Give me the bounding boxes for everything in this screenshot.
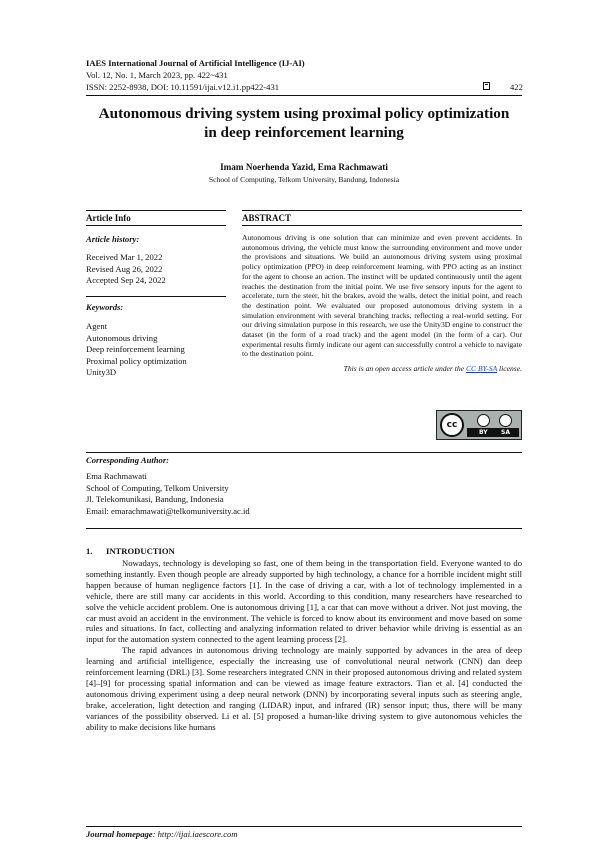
affiliation: School of Computing, Telkom University, Bandung, Indonesia: [208, 175, 400, 184]
homepage-url[interactable]: : http://ijai.iaescore.com: [152, 829, 238, 839]
open-access-suffix: license.: [497, 364, 522, 374]
journal-homepage: [86, 829, 238, 839]
corresponding-email: Email: emarachmawati@telkomuniversity.ac.id: [86, 505, 250, 516]
footer-rule: [86, 826, 522, 827]
open-access-prefix: This is an open access article under the: [343, 364, 466, 374]
article-info: [86, 210, 226, 287]
intro-paragraph-1: Nowadays, technology is developing so fast, one of them being in the transportation field. Everyone wanted to do something instantly. Even though people are already supported by high technology, a chance for a horrible incident might still happen because of human negligence factors [1]. In the case of driving a car, with a lot of technology implemented in a vehicle, there are still many car accidents in this world. According to this condition, many researchers have researched to solve the vehicle accident problem. One is autonomous driving [1], a car that can move without a driver. Not just moving, the car must avoid an accident in the environment. The vehicle is forced to know about its environment and move based on some rules and situations. In fact, collecting and analyzing information related to driver behavior while driving is essential as an input for the automation system connected to the agent learning process [2].: [86, 558, 522, 645]
keywords-list: [86, 321, 226, 379]
open-access-statement: [242, 364, 522, 373]
page-number: 422: [510, 82, 523, 92]
abstract-heading: ABSTRACT: [242, 210, 522, 226]
homepage-label: Journal homepage: [86, 829, 153, 839]
history-revised: Revised Aug 26, 2022: [86, 263, 163, 274]
journal-name: IAES International Journal of Artificial Intelligence (IJ-AI): [86, 58, 305, 68]
keywords-heading: Keywords:: [86, 302, 124, 312]
page-square-icon: [483, 82, 490, 90]
history-accepted: Accepted Sep 24, 2022: [86, 275, 166, 286]
corresponding-address: Jl. Telekomunikasi, Bandung, Indonesia: [86, 494, 224, 505]
title-line-2: in deep reinforcement learning: [204, 124, 404, 141]
keyword-item: Unity3D: [86, 367, 117, 378]
keyword-item: Agent: [86, 321, 108, 331]
sa-share-icon: [499, 414, 512, 427]
keyword-item: Proximal policy optimization: [86, 355, 187, 366]
title-line-1: Autonomous driving system using proximal policy optimization: [98, 105, 510, 122]
license-link[interactable]: CC BY-SA: [465, 364, 498, 374]
corresponding-details: [86, 471, 522, 517]
cc-logo-icon: cc: [440, 413, 464, 437]
keyword-item: Deep reinforcement learning: [86, 344, 185, 355]
header-rule: [86, 95, 522, 96]
section-title: INTRODUCTION: [106, 546, 175, 556]
history-heading: Article history:: [86, 234, 140, 244]
abstract: [242, 210, 522, 373]
issn-doi: ISSN: 2252-8938, DOI: 10.11591/ijai.v12.i1.pp422-431: [86, 82, 280, 92]
cc-by-sa-badge[interactable]: [436, 410, 522, 440]
corresponding-school: School of Computing, Telkom University: [86, 482, 229, 493]
history-list: [86, 252, 226, 287]
section-heading-introduction: [86, 546, 175, 556]
article-info-heading: Article Info: [86, 210, 226, 226]
by-person-icon: [477, 414, 490, 427]
paper-title: [70, 104, 538, 142]
keyword-item: Autonomous driving: [86, 332, 158, 343]
keywords-block: [86, 300, 226, 379]
front-matter-end-rule: [86, 528, 522, 529]
intro-paragraph-2: The rapid advances in autonomous driving technology are mainly supported by advances in the area of deep learning and artificial intelligence, especially the increasing use of convolutional neural network (CNN) dan deep reinforcement learning (DRL) [3]. Some researchers integrated CNN in their proposed autonomous driving and related system [4]–[9] for processing spatial information and can be viewed as image feature extractors. Tian et al. [4] conducted the autonomous driving experiment using a deep neural network (DNN) by incorporating several inputs such as steering angle, brake, acceleration, light detection and ranging (LIDAR) input, and infrared (IR) sensor input; thus, there will be many variances of the possibility observed. Li et al. [5] proposed a human-like driving system to give autonomous vehicles the ability to make decisions like humans: [86, 645, 522, 732]
authors: Imam Noerhenda Yazid, Ema Rachmawati: [220, 162, 388, 172]
badge-sa-label: SA: [501, 429, 510, 436]
history-received: Received Mar 1, 2022: [86, 252, 163, 262]
corresponding-heading: Corresponding Author:: [86, 452, 522, 466]
section-number: 1.: [86, 546, 93, 556]
volume-info: Vol. 12, No. 1, March 2023, pp. 422~431: [86, 70, 228, 80]
corresponding-author: [86, 452, 522, 517]
abstract-text: Autonomous driving is one solution that can minimize and even prevent accidents. In autonomous driving, the vehicle must know the surrounding environment and move under the provisions and situations. We build an autonomous driving system using proximal policy optimization (PPO) in deep reinforcement learning, with PPO acting as an instinct for the agent to choose an action. The instinct will be updated continuously until the agent reaches the destination from the initial point. We use five sensory inputs for the agent to accelerate, turn the steer, hit the brakes, avoid the walls, detect the initial point, and reach the destination point. We evaluated our proposed autonomous driving system in a simulation environment with several branching tracks, reflecting a real-world setting. For our driving simulation purpose in this research, we use the Unity3D engine to construct the dataset (in the form of a road track) and the agent model (in the form of a car). Our experimental results firmly indicate our agent can successfully control a vehicle to navigate to the destination point.: [242, 233, 522, 359]
keywords-rule: [86, 296, 226, 297]
introduction-body: [86, 558, 522, 733]
corresponding-name: Ema Rachmawati: [86, 471, 147, 481]
cc-label-strip: [467, 428, 519, 437]
badge-by-label: BY: [479, 429, 488, 436]
